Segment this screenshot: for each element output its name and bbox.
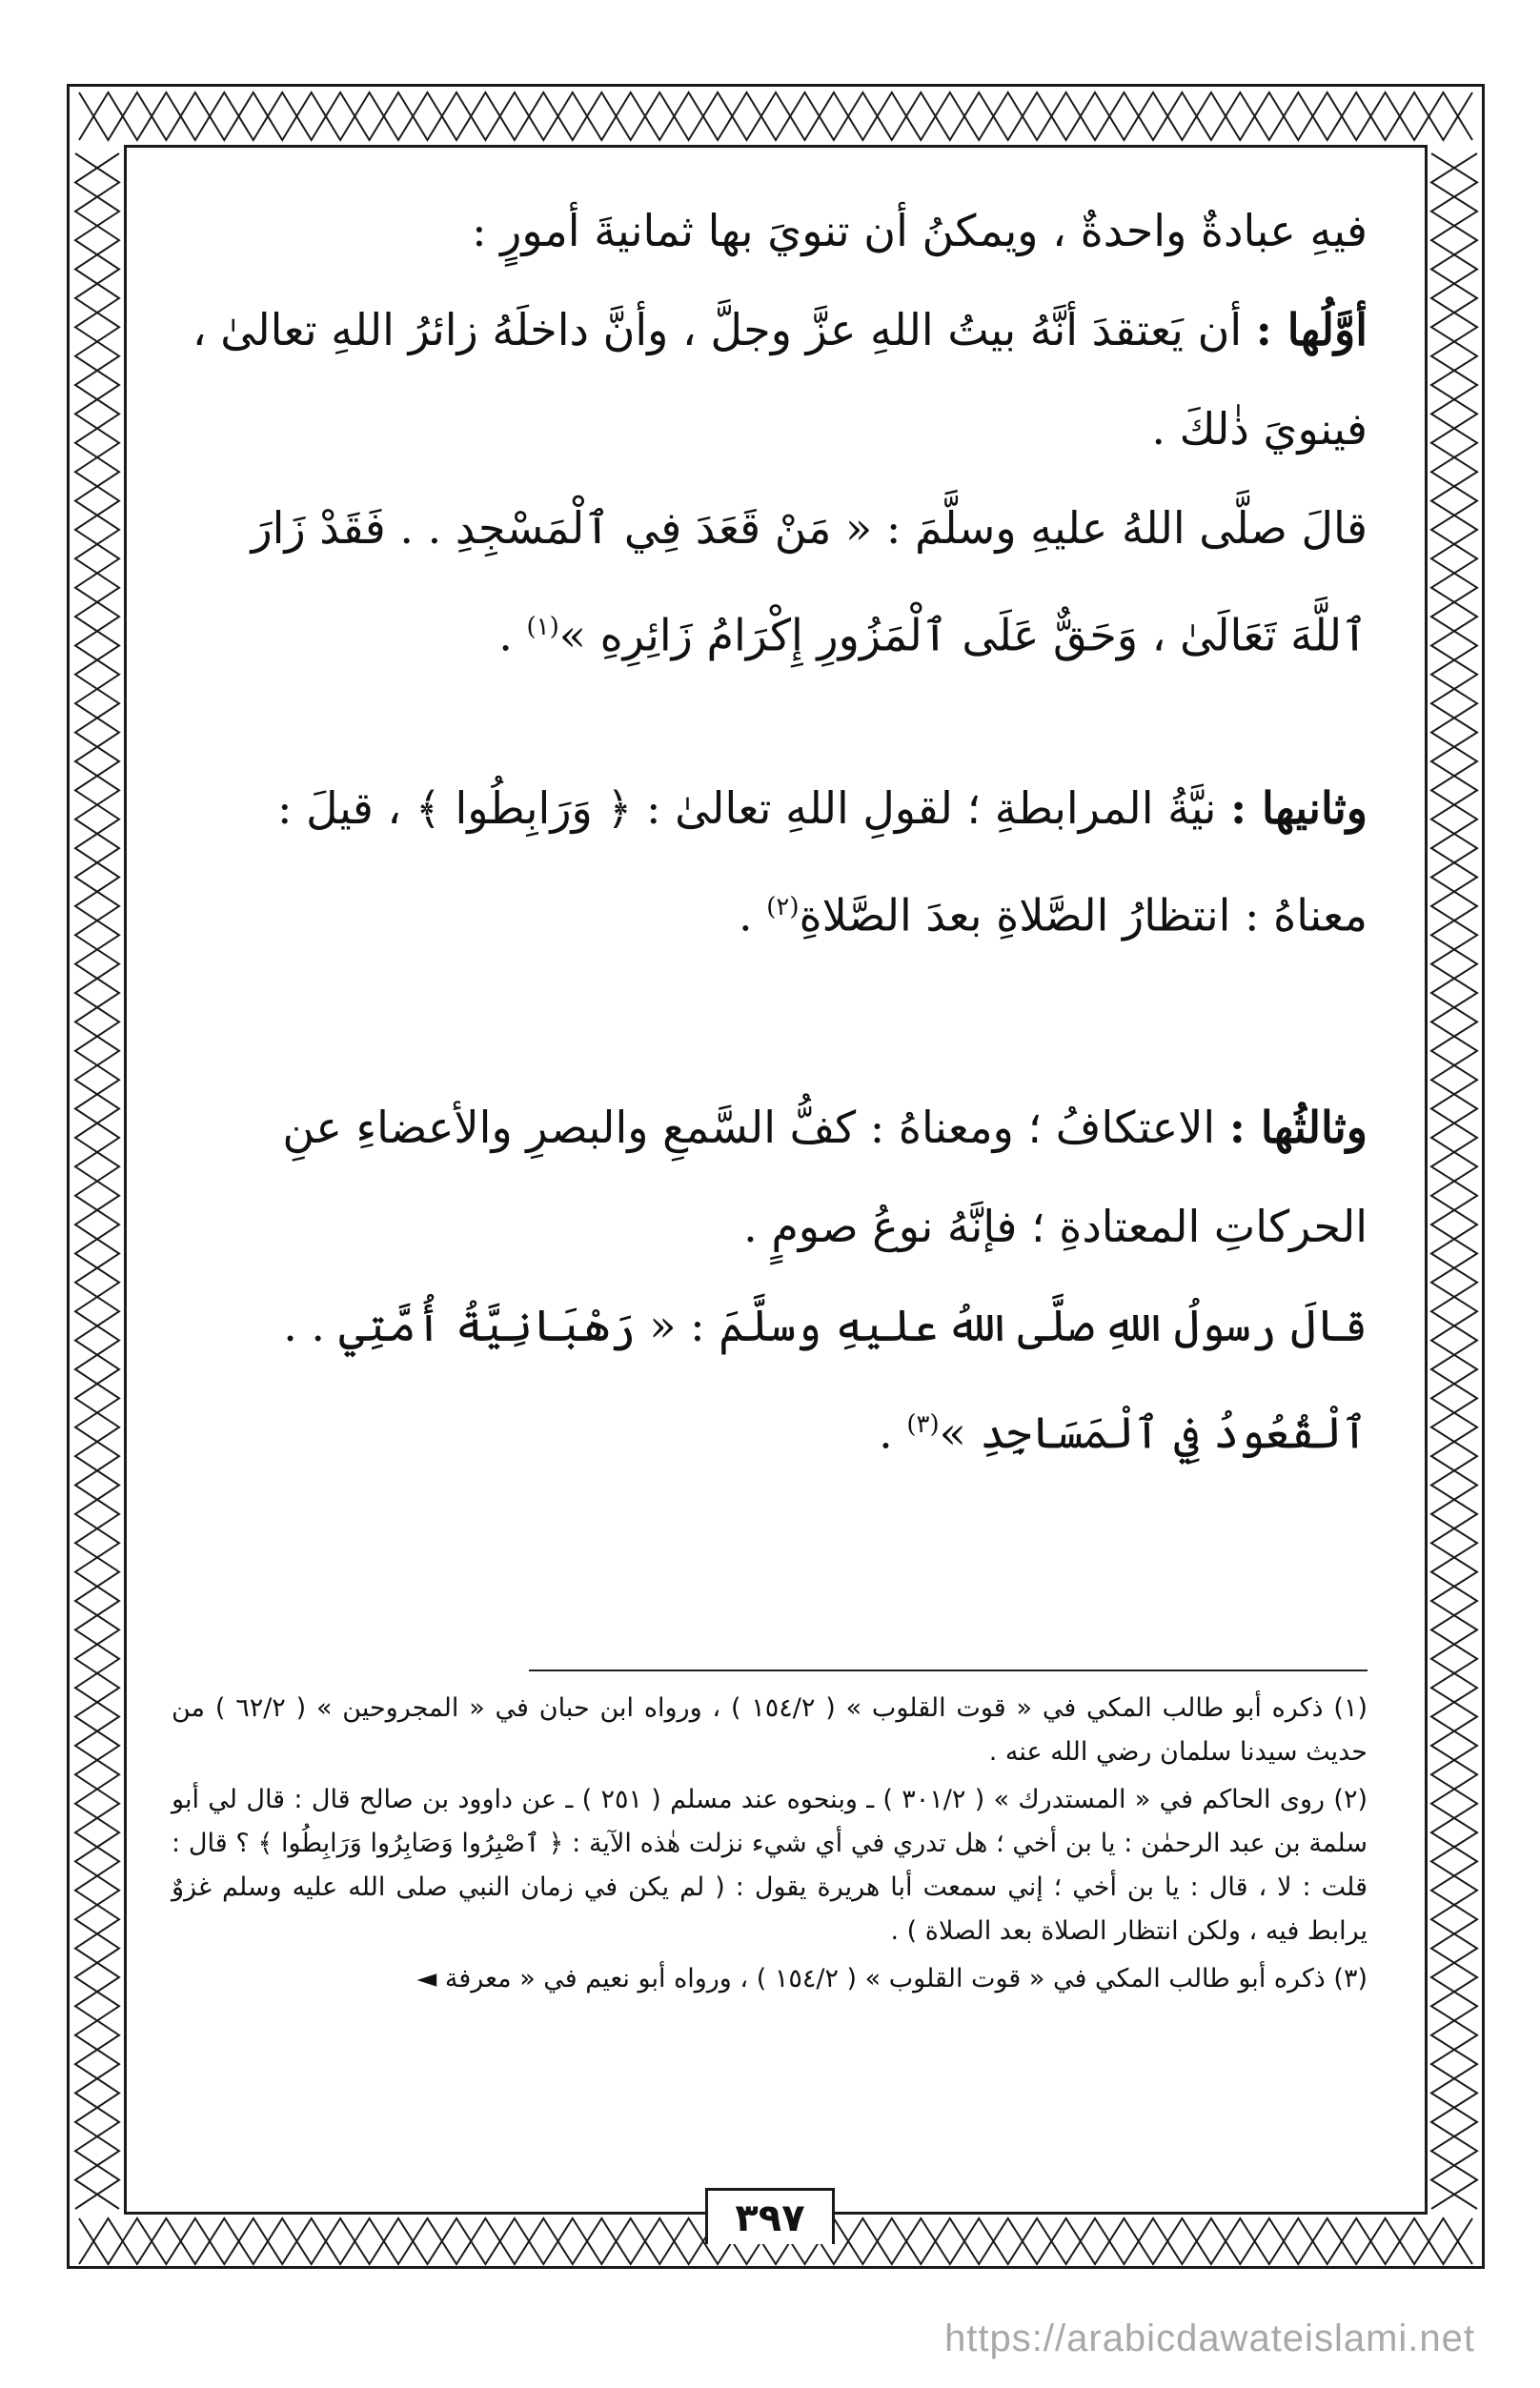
paragraph-5 [172,1078,1368,1276]
footnote-3: (٣) ذكره أبو طالب المكي في « قوت القلوب » ( ١٥٤/٢ ) ، ورواه أبو نعيم في « معرفة ◄ [416,1964,1368,1993]
border-ornament [1431,153,1477,2209]
footnote-2: (٢) روى الحاكم في « المستدرك » ( ٣٠١/٢ ) ـ وبنحوه عند مسلم ( ٢٥١ ) ـ عن داوود بن صالح قال : قال لي أبو سلمة بن عبد الرحمٰن : يا بن أخي ؛ هل تدري في أي شيء نزلت هٰذه الآية : ﴿ ٱصْبِرُوا وَصَابِرُوا وَرَابِطُوا ﴾ ؟ قال : قلت : لا ، قال : يا بن أخي ؛ إني سمعت أبا هريرة يقول : ( لم يكن في زمان النبي صلى الله عليه وسلم غزوٌ يرابط فيه ، ولكن انتظار الصلاة بعد الصلاة ) . [172,1785,1368,1946]
footnote-1: (١) ذكره أبو طالب المكي في « قوت القلوب » ( ١٥٤/٢ ) ، ورواه ابن حبان في « المجروحين » ( ٦٢/٢ ) من حديث سيدنا سلمان رضي الله عنه . [172,1693,1368,1767]
watermark-url: https://arabicdawateislami.net [944,2317,1475,2359]
paragraph-2 [172,280,1368,478]
footnote-ref: (٣) [906,1409,940,1439]
border-ornament [79,92,1472,140]
paragraph-4 [172,759,1368,964]
paragraph-1 [172,181,1368,280]
para-text: الاعتكافُ ؛ ومعناهُ : كفُّ السَّمعِ والبصرِ والأعضاءِ عنِ الحركاتِ المعتادةِ ؛ فإنَّهُ نوعُ صومٍ . [282,1101,1368,1252]
para-end: . [879,1406,907,1458]
page-number: ٣٩٧ [705,2188,835,2244]
para-end: . [498,609,527,661]
border-ornament [79,92,1472,140]
footnote-separator [529,1670,1368,1671]
paragraph-6 [172,1276,1368,1482]
para-lead: أوَّلُها : [1255,304,1368,355]
para-lead: وثالثُها : [1228,1101,1368,1153]
para-text: أن يَعتقدَ أنَّهُ بيتُ اللهِ عزَّ وجلَّ ، وأنَّ داخلَهُ زائرُ اللهِ تعالىٰ ، فينويَ ذٰلكَ . [192,304,1368,455]
footnotes [172,1687,1368,2005]
para-text: نيَّةُ المرابطةِ ؛ لقولِ اللهِ تعالىٰ : ﴿ وَرَابِطُوا ﴾ ، قيلَ : معناهُ : انتظارُ الصَّلاةِ بعدَ الصَّلاةِ [276,782,1368,941]
border-ornament [75,153,119,2209]
para-text: قالَ رسولُ اللهِ صلَّى اللهُ عليهِ وسلَّمَ : « رَهْبَانِيَّةُ أُمَّتِي . . ٱلْقُعُودُ فِي ٱلْمَسَاجِدِ » [283,1299,1368,1458]
para-end: . [738,889,767,941]
para-text: قالَ صلَّى اللهُ عليهِ وسلَّمَ : « مَنْ قَعَدَ فِي ٱلْمَسْجِدِ . . فَقَدْ زَارَ ٱللَّهَ تَعَالَىٰ ، وَحَقٌّ عَلَى ٱلْمَزُورِ إِكْرَامُ زَائِرِهِ » [251,502,1368,661]
para-lead: وثانيها : [1230,782,1368,835]
paragraph-3 [172,478,1368,684]
footnote-ref: (١) [526,613,559,641]
para-text: فيهِ عبادةٌ واحدةٌ ، ويمكنُ أن تنويَ بها ثمانيةَ أمورٍ : [472,205,1368,256]
main-text [172,181,1368,1482]
footnote-ref: (٢) [766,893,800,922]
